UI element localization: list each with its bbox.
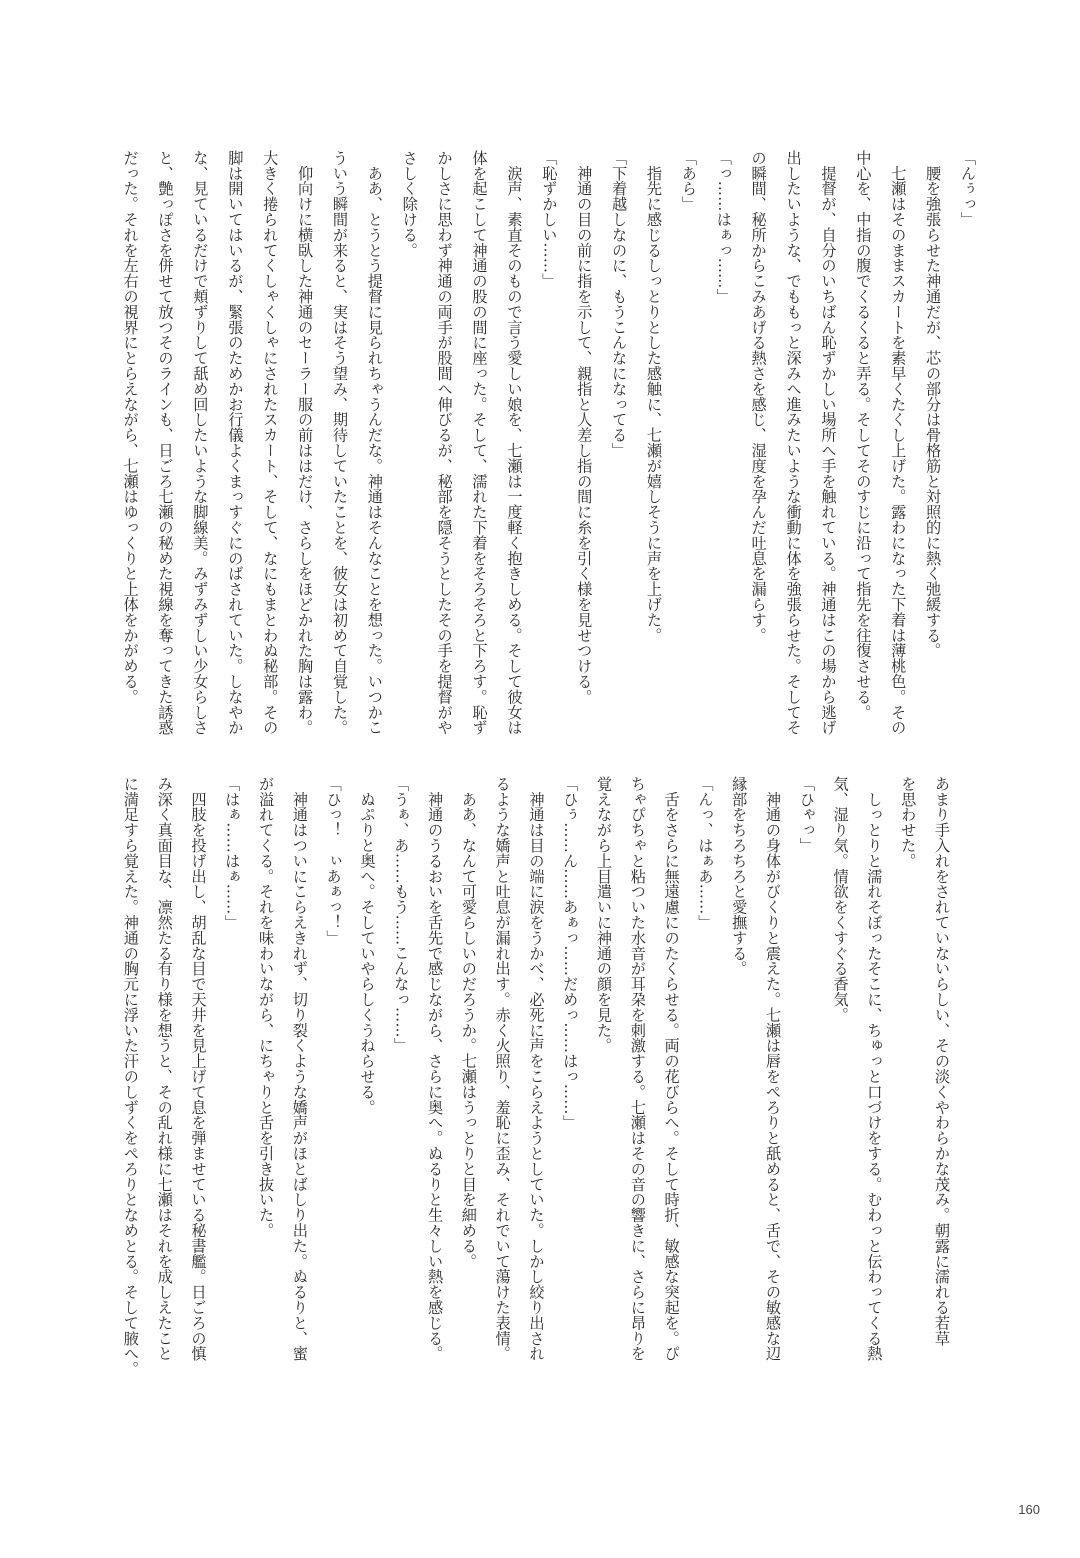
text-line: さしく除ける。 <box>400 150 419 258</box>
text-line: 気、湿り気。情欲をくすぐる香気。 <box>831 776 850 1023</box>
text-line: 「っ……はぁっ……」 <box>714 150 733 304</box>
text-line: 仰向けに横臥した神通のセーラー服の前ははだけ、さらしをほどかれた胸は露わ。 <box>296 150 315 736</box>
text-line: ああ、とうとう提督に見られちゃうんだな。神通はそんなことを想った。いつかこ <box>365 150 384 736</box>
lower-text-block <box>113 776 958 1377</box>
text-line: だった。それを左右の視界にとらえながら、七瀬はゆっくりと上体をかがめる。 <box>121 150 140 705</box>
upper-text-block <box>113 150 985 735</box>
text-line: 大きく捲られてくしゃくしゃにされたスカート、そして、なにもまとわぬ秘部。その <box>261 150 280 736</box>
text-line: 「うぁ、あ……もう……こんなっ……」 <box>392 776 411 1054</box>
text-line: 神通の目の前に指を示して、親指と人差し指の間に糸を引く様を見せつける。 <box>575 150 594 705</box>
text-line: しっとりと濡れそぼったそこに、ちゅっと口づけをする。むわっと伝わってくる熱 <box>865 776 884 1362</box>
text-line: 出したいような、でももっと深みへ進みたいような衝動に体を強張らせた。そしてそ <box>784 150 803 736</box>
text-line: 中心を、中指の腹でくるくると弄る。そしてそのすじに沿って指先を往復させる。 <box>854 150 873 720</box>
text-line: 涙声、素直そのもので言う愛しい娘を、七瀬は一度軽く抱きしめる。そして彼女は <box>505 150 524 736</box>
text-line: 「はぁ……はぁ……」 <box>223 776 242 930</box>
text-line: あまり手入れをされていないらしい、その淡くやわらかな茂み。朝露に濡れる若草 <box>933 776 951 1346</box>
text-line: 指先に感じるしっとりとした感触に、七瀬が嬉しそうに声を上げた。 <box>644 150 663 643</box>
text-line: 神通のうるおいを舌先で感じながら、さらに奥へ。ぬるりと生々しい熱を感じる。 <box>426 776 445 1362</box>
text-line: 神通はついにこらえきれず、切り裂くような嬌声がほとばしり出た。ぬるりと、蜜 <box>290 776 309 1362</box>
text-line: 神通は目の端に涙をうかべ、必死に声をこらえようとしていた。しかし絞り出され <box>527 776 546 1362</box>
text-line: ういう瞬間が来ると、実はそう望み、期待していたことを、彼女は初めて自覚した。 <box>330 150 349 736</box>
text-line: 四肢を投げ出し、胡乱な目で天井を見上げて息を弾ませている秘書艦。日ごろの慎 <box>189 776 208 1362</box>
text-line: 神通の身体がびくりと震えた。七瀬は唇をぺろりと舐めると、舌で、その敏感な辺 <box>764 776 783 1362</box>
text-line: ああ、なんて可愛らしいのだろうか。七瀬はうっとりと目を細める。 <box>459 776 478 1269</box>
text-line: を思わせた。 <box>899 776 918 869</box>
text-line: 七瀬はそのままスカートを素早くたくし上げた。露わになった下着は薄桃色。その <box>889 150 908 736</box>
text-line: 提督が、自分のいちばん恥ずかしい場所へ手を触れている。神通はこの場から逃げ <box>819 150 838 736</box>
page-number: 160 <box>1018 1502 1040 1517</box>
text-line: み深く真面目な、凛然たる有り様を想うと、その乱れ様に七瀬はそれを成しえたこと <box>155 776 174 1362</box>
text-line: な、見ているだけで頬ずりして舐め回したいような脚線美。みずみずしい少女らしさ <box>191 150 210 736</box>
text-line: 覚えながら上目遣いに神通の顔を見た。 <box>595 776 614 1054</box>
text-line: かしさに思わず神通の両手が股間へ伸びるが、秘部を隠そうとしたその手を提督がや <box>435 150 454 736</box>
text-line: ちゃぴちゃと粘ついた水音が耳朶を刺激する。七瀬はその音の響きに、さらに昂りを <box>628 776 647 1362</box>
text-line: の瞬間、秘所からこみあげる熱さを感じ、湿度を孕んだ吐息を漏らす。 <box>749 150 768 643</box>
text-line: 縁部をちろちろと愛撫する。 <box>730 776 749 977</box>
text-line: 腰を強張らせた神通だが、芯の部分は骨格筋と対照的に熱く弛緩する。 <box>924 150 943 659</box>
text-line: るような嬌声と吐息が漏れ出す。赤く火照り、羞恥に歪み、それでいて蕩けた表情。 <box>493 776 512 1362</box>
text-line: 「んぅっ」 <box>959 150 977 227</box>
text-line: に満足すら覚えた。神通の胸元に浮いた汗のしずくをぺろりとなめとる。そして腋へ。 <box>121 776 140 1377</box>
text-line: 「んっ、はぁあ……」 <box>696 776 715 930</box>
text-line: 「ひっ！ ぃあぁっ！」 <box>324 776 343 946</box>
text-line: 「あら」 <box>679 150 698 212</box>
text-line: 舌をさらに無遠慮にのたくらせる。両の花びらへ。そして時折、敏感な突起を。ぴ <box>662 776 681 1362</box>
text-line: と、艶っぽさを併せて放つそのラインも、日ごろ七瀬の秘めた視線を奪ってきた誘惑 <box>156 150 175 736</box>
text-line: 「ひゃっ」 <box>797 776 816 853</box>
text-line: が溢れてくる。それを味わいながら、にちゃりと舌を引き抜いた。 <box>257 776 276 1238</box>
text-line: ぬぷりと奥へ。そしていやらしくうねらせる。 <box>358 776 377 1115</box>
text-line: 体を起こして神通の股の間に座った。そして、濡れた下着をそろそろと下ろす。恥ず <box>470 150 489 736</box>
text-line: 「下着越しなのに、もうこんなになってる」 <box>610 150 629 458</box>
text-line: 「恥ずかしい……」 <box>540 150 559 289</box>
text-line: 脚は開いてはいるが、緊張のためかお行儀よくまっすぐにのばされていた。しなやか <box>226 150 245 736</box>
text-line: 「ひぅ……ん……あぁっ……だめっ……はっ……」 <box>561 776 580 1131</box>
